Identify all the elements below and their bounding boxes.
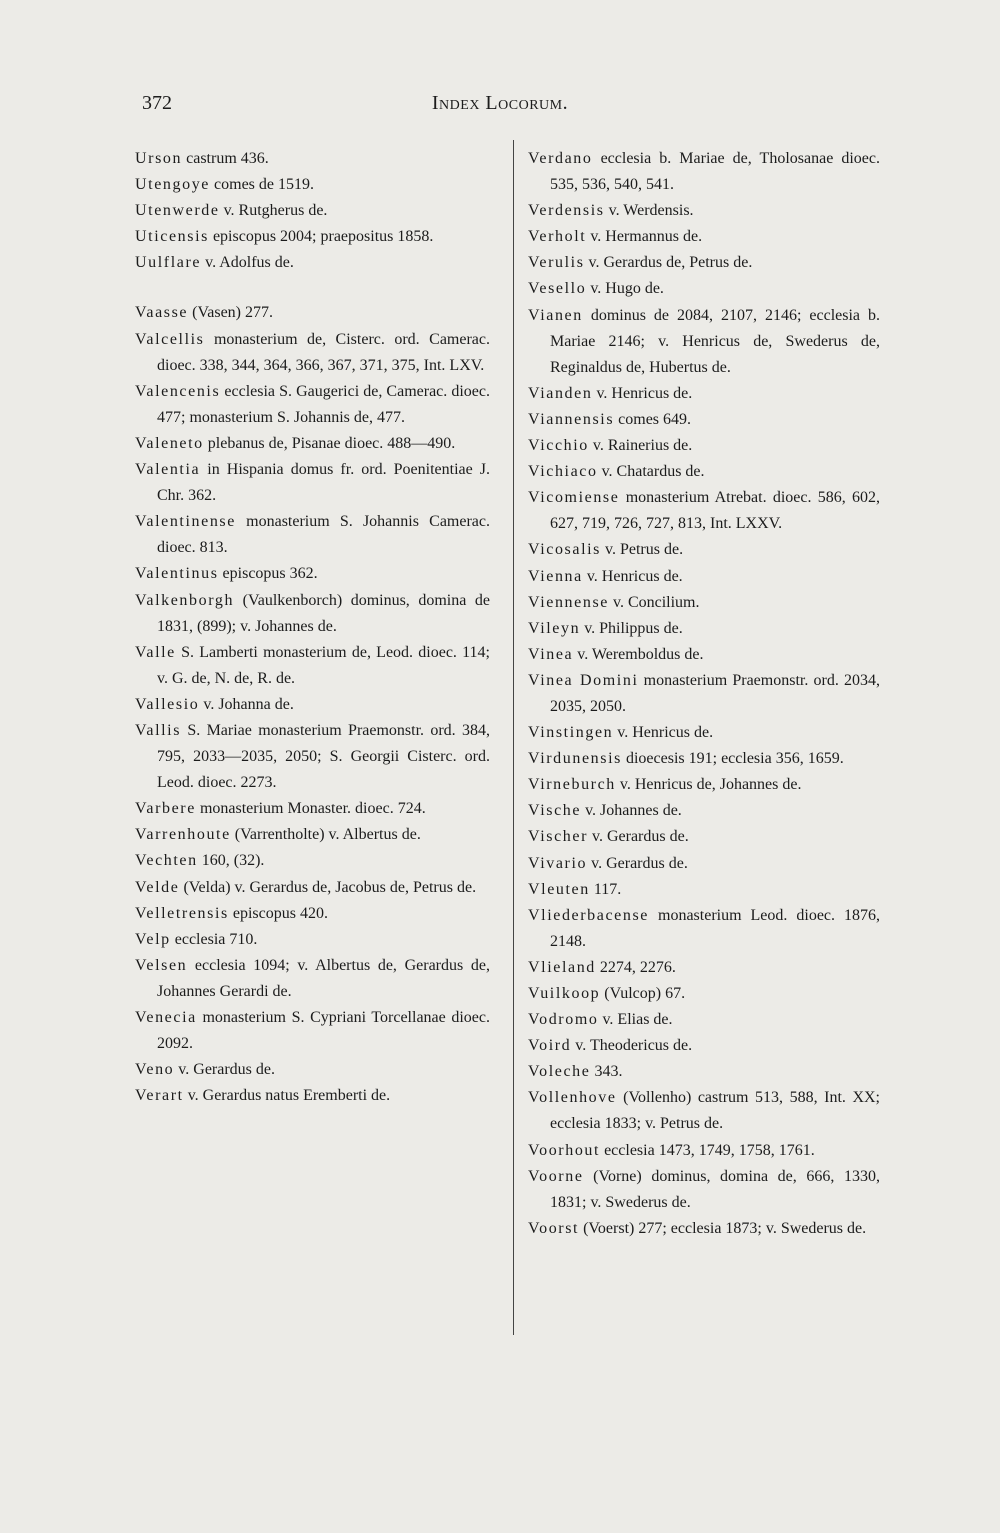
index-entry [528, 903, 880, 955]
entry-references: ecclesia 710. [170, 930, 258, 948]
index-entry [528, 564, 880, 590]
index-entry [528, 485, 880, 537]
entry-references: v. Gerardus de. [174, 1061, 275, 1079]
letter-section-gap [135, 276, 490, 300]
index-entry [528, 590, 880, 616]
index-entry [135, 146, 490, 172]
entry-references: 2274, 2276. [595, 958, 676, 976]
index-entry [135, 198, 490, 224]
entry-headword: Urson [135, 150, 183, 167]
index-entry [528, 877, 880, 903]
index-entry [135, 901, 490, 927]
entry-references: v. Johanna de. [199, 695, 294, 713]
entry-headword: Valeneto [135, 434, 204, 452]
index-entry [528, 642, 880, 668]
entry-references: S. Mariae monasterium Praemonstr. ord. 384, 795, 2033—2035, 2050; S. Georgii Cisterc. ord. Leod. dioec. 2273. [157, 721, 490, 792]
entry-headword: Velp [135, 930, 171, 948]
index-entry [135, 796, 490, 822]
index-entry [135, 431, 490, 457]
entry-headword: Voird [528, 1037, 572, 1055]
index-entry [528, 1216, 880, 1242]
entry-headword: Vleuten [528, 880, 590, 898]
entry-headword: Vesello [528, 280, 587, 298]
index-entry [528, 407, 880, 433]
index-entry [135, 822, 490, 848]
left-index-column [135, 146, 490, 1109]
entry-headword: Vallesio [135, 695, 200, 713]
entry-headword: Vicomiense [528, 489, 620, 507]
entry-headword: Valle [135, 643, 176, 661]
entry-references: (Vasen) 277. [188, 304, 274, 322]
index-entry [528, 381, 880, 407]
entry-headword: Vechten [135, 852, 198, 870]
entry-references: 117. [589, 880, 622, 898]
entry-references: v. Werdensis. [604, 202, 694, 220]
index-entry [528, 1085, 880, 1137]
entry-headword: Voorst [528, 1219, 580, 1237]
entry-headword: Vienna [528, 567, 583, 585]
entry-references: episcopus 2004; praepositus 1858. [208, 228, 434, 246]
entry-references: comes 649. [614, 410, 692, 428]
running-title: Index Locorum. [431, 92, 569, 114]
index-entry [135, 300, 490, 326]
entry-headword: Valentia [135, 461, 201, 479]
entry-headword: Verulis [528, 254, 585, 272]
entry-references: (Vorne) dominus, domina de, 666, 1330, 1831; v. Swederus de. [550, 1167, 880, 1211]
entry-references: monasterium Praemonstr. ord. 2034, 2035, 2050. [550, 671, 880, 715]
index-entry [528, 616, 880, 642]
entry-references: v. Elias de. [598, 1011, 673, 1029]
entry-references: monasterium Monaster. dioec. 724. [195, 800, 426, 818]
entry-references: v. Theodericus de. [571, 1037, 693, 1055]
index-entry [135, 1083, 490, 1109]
index-entry [528, 824, 880, 850]
index-entry [528, 1007, 880, 1033]
entry-headword: Varrenhoute [135, 826, 231, 844]
entry-headword: Valencenis [135, 382, 221, 400]
index-entry [528, 303, 880, 381]
entry-references: monasterium S. Johannis Camerac. dioec. 813. [157, 513, 490, 557]
entry-headword: Uulflare [135, 254, 202, 272]
entry-headword: Voleche [528, 1063, 591, 1081]
index-entry [528, 433, 880, 459]
page-header [0, 92, 1000, 132]
index-entry [528, 1138, 880, 1164]
entry-references: v. Johannes de. [581, 802, 682, 820]
index-entry [135, 718, 490, 796]
index-entry [528, 224, 880, 250]
entry-references: S. Lamberti monasterium de, Leod. dioec. 114; v. G. de, N. de, R. de. [157, 643, 490, 687]
entry-references: comes de 1519. [210, 176, 314, 194]
entry-headword: Verdensis [528, 202, 605, 220]
entry-references: v. Concilium. [608, 593, 700, 611]
entry-headword: Vliederbacense [528, 906, 650, 924]
index-entry [135, 327, 490, 379]
entry-references: ecclesia S. Gaugerici de, Camerac. dioec. 477; monasterium S. Johannis de, 477. [157, 382, 490, 426]
index-entry [135, 848, 490, 874]
entry-headword: Voorne [528, 1167, 584, 1185]
entry-headword: Vischer [528, 828, 588, 846]
entry-references: dioecesis 191; ecclesia 356, 1659. [621, 750, 844, 768]
index-entry [528, 720, 880, 746]
entry-headword: Vische [528, 802, 582, 820]
entry-references: v. Gerardus natus Eremberti de. [183, 1087, 391, 1105]
entry-references: in Hispania domus fr. ord. Poenitentiae J. Chr. 362. [157, 461, 490, 505]
entry-headword: Verart [135, 1087, 184, 1105]
index-entry [528, 668, 880, 720]
entry-references: dominus de 2084, 2107, 2146; ecclesia b. Mariae 2146; v. Henricus de, Swederus de, Reginaldus de, Hubertus de. [550, 306, 880, 376]
entry-headword: Vianden [528, 384, 593, 402]
index-entry [135, 588, 490, 640]
entry-headword: Vinea Domini [528, 671, 639, 689]
entry-headword: Vichiaco [528, 463, 598, 481]
index-entry [135, 640, 490, 692]
index-entry [135, 875, 490, 901]
entry-headword: Velsen [135, 956, 188, 974]
entry-headword: Vallis [135, 721, 182, 739]
entry-headword: Vileyn [528, 619, 581, 637]
index-entry [528, 276, 880, 302]
entry-references: v. Hugo de. [586, 280, 664, 298]
entry-headword: Verdano [528, 150, 593, 167]
entry-references: ecclesia b. Mariae de, Tholosanae dioec. 535, 536, 540, 541. [550, 150, 880, 194]
entry-references: castrum 436. [182, 150, 269, 167]
entry-references: (Velda) v. Gerardus de, Jacobus de, Petrus de. [179, 878, 477, 896]
entry-headword: Uticensis [135, 228, 209, 246]
entry-references: v. Philippus de. [580, 619, 683, 637]
entry-references: (Vollenho) castrum 513, 588, Int. XX; ecclesia 1833; v. Petrus de. [550, 1089, 880, 1133]
entry-references: monasterium S. Cypriani Torcellanae dioec. 2092. [157, 1009, 490, 1053]
entry-references: v. Rainerius de. [588, 437, 693, 455]
entry-headword: Utengoye [135, 176, 211, 194]
entry-headword: Voorhout [528, 1141, 601, 1159]
entry-references: ecclesia 1473, 1749, 1758, 1761. [600, 1141, 815, 1159]
entry-headword: Vicosalis [528, 541, 601, 559]
entry-references: episcopus 362. [218, 565, 318, 583]
entry-references: v. Petrus de. [601, 541, 684, 559]
entry-headword: Vaasse [135, 304, 189, 322]
entry-references: v. Chatardus de. [597, 463, 705, 481]
index-entry [135, 927, 490, 953]
entry-headword: Velde [135, 878, 180, 896]
entry-references: v. Gerardus de. [588, 828, 689, 846]
entry-headword: Viannensis [528, 410, 615, 428]
entry-references: v. Henricus de. [582, 567, 683, 585]
entry-references: monasterium Atrebat. dioec. 586, 602, 627, 719, 726, 727, 813, Int. LXXV. [550, 489, 880, 533]
entry-references: monasterium de, Cisterc. ord. Camerac. dioec. 338, 344, 364, 366, 367, 371, 375, Int. LXV. [157, 330, 490, 374]
index-entry [528, 772, 880, 798]
entry-references: v. Henricus de. [592, 384, 693, 402]
entry-references: 343. [590, 1063, 623, 1081]
entry-references: v. Gerardus de, Petrus de. [584, 254, 753, 272]
entry-headword: Vollenhove [528, 1089, 617, 1107]
entry-references: (Vaulkenborch) dominus, domina de 1831, (899); v. Johannes de. [157, 591, 490, 635]
entry-headword: Venecia [135, 1009, 197, 1026]
entry-references: v. Weremboldus de. [573, 645, 704, 663]
entry-references: v. Rutgherus de. [219, 202, 328, 220]
index-entry [528, 1033, 880, 1059]
index-entry [528, 798, 880, 824]
index-entry [135, 953, 490, 1005]
index-entry [135, 561, 490, 587]
entry-headword: Viennense [528, 593, 609, 611]
index-entry [528, 1164, 880, 1216]
index-entry [135, 379, 490, 431]
entry-references: (Voerst) 277; ecclesia 1873; v. Swederus de. [579, 1219, 867, 1237]
entry-references: v. Adolfus de. [201, 254, 294, 272]
entry-headword: Varbere [135, 800, 196, 818]
right-index-column [528, 146, 880, 1242]
column-divider [513, 140, 514, 1335]
entry-headword: Vinea [528, 645, 574, 663]
entry-references: plebanus de, Pisanae dioec. 488—490. [203, 434, 456, 452]
entry-headword: Vianen [528, 306, 583, 324]
index-entry [135, 509, 490, 561]
entry-references: (Vulcop) 67. [600, 985, 686, 1002]
entry-references: v. Henricus de. [613, 724, 714, 742]
index-entry [528, 537, 880, 563]
index-entry [528, 1059, 880, 1085]
entry-headword: Vivario [528, 854, 588, 872]
index-entry [135, 1005, 490, 1057]
index-entry [528, 459, 880, 485]
index-entry [528, 851, 880, 877]
page-number: 372 [142, 92, 172, 114]
entry-references: v. Henricus de, Johannes de. [615, 776, 802, 794]
entry-references: ecclesia 1094; v. Albertus de, Gerardus de, Johannes Gerardi de. [157, 956, 490, 1000]
entry-headword: Veno [135, 1061, 175, 1079]
entry-headword: Valentinense [135, 513, 236, 531]
index-entry [135, 250, 490, 276]
entry-references: 160, (32). [197, 852, 265, 870]
index-entry [528, 955, 880, 981]
entry-headword: Virneburch [528, 776, 616, 794]
index-entry [528, 250, 880, 276]
entry-references: v. Gerardus de. [587, 854, 688, 872]
entry-headword: Valcellis [135, 330, 205, 348]
entry-headword: Vicchio [528, 437, 589, 455]
index-entry [135, 172, 490, 198]
entry-headword: Utenwerde [135, 202, 220, 220]
entry-headword: Verholt [528, 228, 587, 246]
index-entry [135, 224, 490, 250]
entry-references: (Varrentholte) v. Albertus de. [230, 826, 421, 844]
entry-headword: Valkenborgh [135, 591, 235, 609]
entry-headword: Vlieland [528, 958, 596, 976]
entry-references: monasterium Leod. dioec. 1876, 2148. [550, 906, 880, 950]
entry-headword: Vodromo [528, 1011, 599, 1029]
entry-headword: Velletrensis [135, 904, 229, 922]
index-entry [135, 692, 490, 718]
entry-headword: Virdunensis [528, 750, 622, 768]
entry-references: v. Hermannus de. [586, 228, 703, 246]
index-entry [135, 457, 490, 509]
entry-headword: Vuilkoop [528, 985, 601, 1002]
index-entry [528, 146, 880, 198]
entry-headword: Valentinus [135, 565, 219, 583]
entry-headword: Vinstingen [528, 724, 614, 742]
entry-references: episcopus 420. [228, 904, 328, 922]
index-entry [528, 981, 880, 1007]
index-entry [528, 198, 880, 224]
index-entry [135, 1057, 490, 1083]
index-entry [528, 746, 880, 772]
